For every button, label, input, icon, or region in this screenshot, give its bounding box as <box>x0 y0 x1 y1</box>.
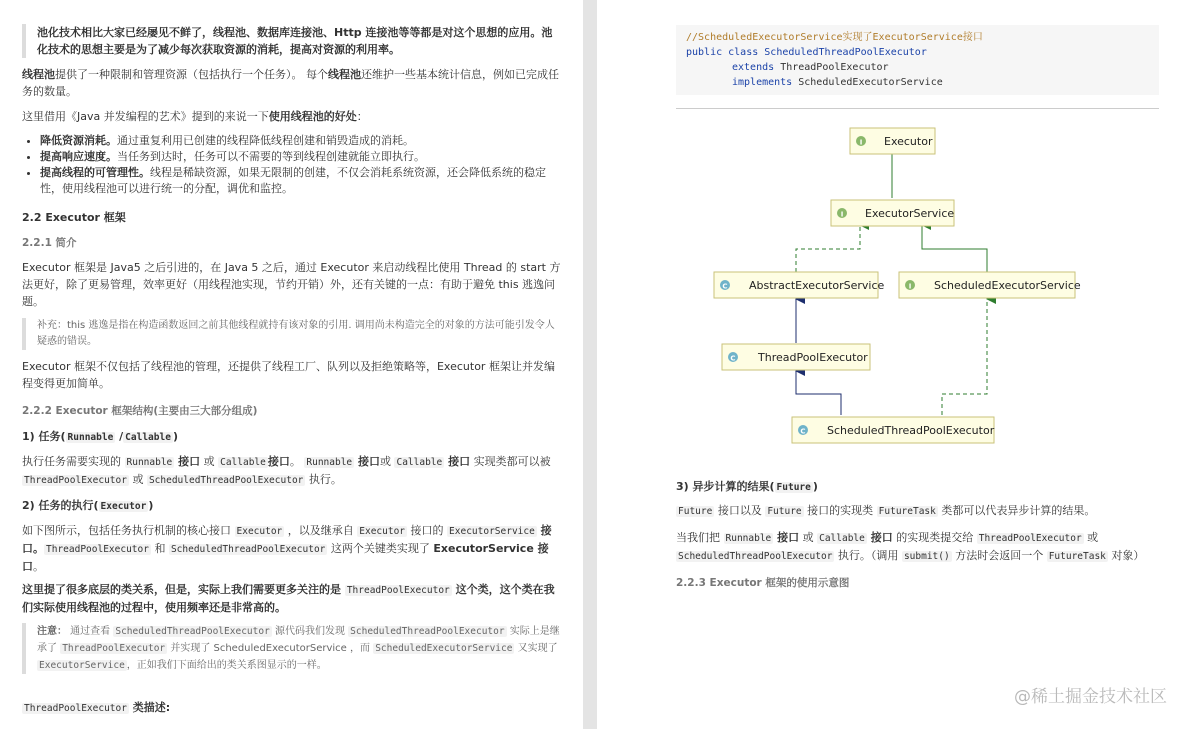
paragraph-thread-pool-intro: 线程池提供了一种限制和管理资源（包括执行一个任务）。 每个线程池还维护一些基本统计信息，例如已完成任务的数量。 <box>22 68 559 98</box>
note-scheduled-tpe: 注意： 通过查看 ScheduledThreadPoolExecutor 源代码我们发现 ScheduledThreadPoolExecutor 实际上是继承了 ThreadPoolExecutor 并实现了 ScheduledExecutorService ，而 ScheduledExecutorService 又实现了 ExecutorService ，正如我们下面给出的类关系图显示的一样。 <box>22 623 561 674</box>
heading-2-2-3: 2.2.3 Executor 框架的使用示意图 <box>676 577 850 589</box>
svg-text:I: I <box>908 282 912 291</box>
left-page <box>0 0 583 729</box>
paragraph-focus-tpe: 这里提了很多底层的类关系，但是，实际上我们需要更多关注的是 ThreadPoolExecutor 这个类，这个类在我们实际使用线程池的过程中，使用频率还是非常高的。 <box>22 583 555 614</box>
edge-stpe-tpe <box>796 371 841 415</box>
list-item: • 降低资源消耗。通过重复利用已创建的线程降低线程创建和销毁造成的消耗。 <box>40 133 561 149</box>
node-abstract-executor-service <box>714 272 885 298</box>
note-this-escape: 补充：this 逃逸是指在构造函数返回之前其他线程就持有该对象的引用. 调用尚未构造完全的对象的方法可能引发令人疑惑的错误。 <box>22 318 561 350</box>
list-item: • 提高响应速度。当任务到达时，任务可以不需要的等到线程创建就能立即执行。 <box>40 149 561 165</box>
benefits-list <box>22 133 561 197</box>
node-executor-service <box>831 200 954 226</box>
paragraph-benefits-intro: 这里借用《Java 并发编程的艺术》提到的来说一下使用线程池的好处： <box>22 110 368 123</box>
code-block: //ScheduledExecutorService实现了ExecutorService接口 public class ScheduledThreadPoolExecutor extends ThreadPoolExecutor implements ScheduledExecutorService <box>676 25 1159 95</box>
right-page <box>597 0 1189 729</box>
paragraph-executor-intro: Executor 框架是 Java5 之后引进的，在 Java 5 之后，通过 Executor 来启动线程比使用 Thread 的 start 方法更好，除了更易管理，效率更好（用线程池实现，节约开销）外，还有关键的一点：有助于避免 this 逃逸问题。 <box>22 261 561 308</box>
paragraph-submit: 当我们把 Runnable 接口 或 Callable 接口 的实现类提交给 ThreadPoolExecutor 或 ScheduledThreadPoolExecutor 执行。（调用 submit() 方法时会返回一个 FutureTask 对象） <box>676 531 1145 562</box>
heading-2-2-2: 2.2.2 Executor 框架结构(主要由三大部分组成) <box>22 405 258 417</box>
edge-stpe-scheduledexecutorservice <box>942 299 987 415</box>
paragraph-task: 执行任务需要实现的 Runnable 接口 或 Callable 接口。 Runnable 接口或 Callable 接口 实现类都可以被 ThreadPoolExecutor 或 ScheduledThreadPoolExecutor 执行。 <box>22 455 551 486</box>
svg-text:C: C <box>730 354 736 363</box>
watermark: @稀土掘金技术社区 <box>1014 687 1167 707</box>
svg-text:ExecutorService: ExecutorService <box>865 207 955 220</box>
node-scheduled-thread-pool-executor <box>792 417 995 443</box>
svg-text:ThreadPoolExecutor: ThreadPoolExecutor <box>758 351 868 364</box>
node-scheduled-executor-service <box>899 272 1081 298</box>
heading-task-execution: 2) 任务的执行( Executor ) <box>22 499 154 512</box>
tpe-description-heading: ThreadPoolExecutor 类描述: <box>24 701 171 714</box>
intro-quote: 池化技术相比大家已经屡见不鲜了，线程池、数据库连接池、Http 连接池等等都是对这个思想的应用。池化技术的思想主要是为了减少每次获取资源的消耗，提高对资源的利用率。 <box>22 24 561 58</box>
paragraph-execution: 如下图所示，包括任务执行机制的核心接口 Executor ，以及继承自 Executor 接口的 ExecutorService 接口。 ThreadPoolExecutor 和 ScheduledThreadPoolExecutor 这两个关键类实现了 ExecutorService 接口。 <box>22 524 552 573</box>
list-item: • 提高线程的可管理性。线程是稀缺资源，如果无限制的创建，不仅会消耗系统资源，还会降低系统的稳定性，使用线程池可以进行统一的分配，调优和监控。 <box>40 165 561 197</box>
paragraph-future: Future 接口以及 Future 接口的实现类 FutureTask 类都可以代表异步计算的结果。 <box>678 504 1096 517</box>
svg-text:Executor: Executor <box>884 135 933 148</box>
edge-abstract-executorservice <box>796 225 860 272</box>
heading-task: 1) 任务( Runnable / Callable ) <box>22 430 178 443</box>
edge-scheduledexecutorservice-executorservice <box>922 225 987 272</box>
svg-text:C: C <box>722 282 728 291</box>
svg-text:AbstractExecutorService: AbstractExecutorService <box>749 279 885 292</box>
node-executor <box>850 128 935 154</box>
svg-text:I: I <box>859 138 863 147</box>
svg-text:ScheduledExecutorService: ScheduledExecutorService <box>934 279 1081 292</box>
svg-text:C: C <box>800 427 806 436</box>
node-thread-pool-executor <box>722 344 870 370</box>
class-diagram <box>676 115 1159 460</box>
heading-2-2-1: 2.2.1 简介 <box>22 237 77 249</box>
svg-text:I: I <box>840 210 844 219</box>
heading-2-2: 2.2 Executor 框架 <box>22 211 126 224</box>
svg-text:ScheduledThreadPoolExecutor: ScheduledThreadPoolExecutor <box>827 424 995 437</box>
heading-future: 3) 异步计算的结果( Future ) <box>676 480 818 493</box>
divider <box>676 108 1159 109</box>
paragraph-executor-features: Executor 框架不仅包括了线程池的管理，还提供了线程工厂、队列以及拒绝策略等，Executor 框架让并发编程变得更加简单。 <box>22 360 555 390</box>
